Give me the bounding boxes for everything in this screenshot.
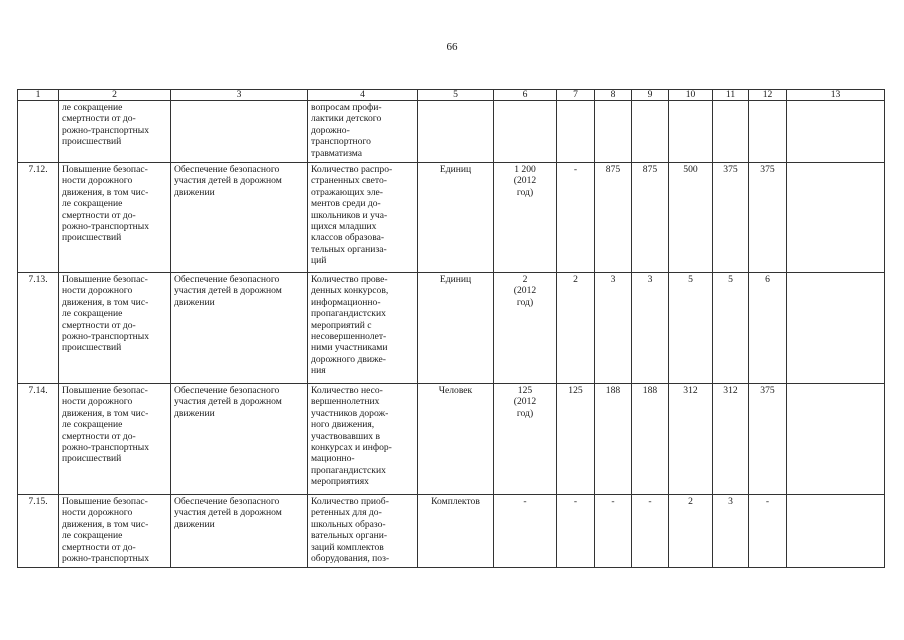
indicator-text-line: вершеннолетних [311,396,380,408]
task-text-line: движении [174,518,215,530]
header-row [18,90,885,101]
header-cell: 3 [171,90,308,101]
unit-cell [418,495,494,568]
goal-cell [59,384,171,495]
value-cell-c12 [749,384,787,495]
header-cell: 6 [494,90,557,101]
unit-cell [418,273,494,384]
value-cell-c11 [713,495,749,568]
goal-text-line: рожно-транспортных [62,553,150,565]
goal-text-line: ле сокращение [62,308,123,320]
indicator-cell [308,273,418,384]
value-cell-c11 [713,273,749,384]
goal-text-line: ности дорожного [62,507,133,519]
indicator-text-line: классов образова- [311,232,385,244]
indicator-text-line: школьных образо- [311,518,386,530]
value-text: 2 [688,496,693,507]
header-cell: 9 [632,90,669,101]
goal-text-line: ле сокращение [62,530,123,542]
baseline-cell [494,273,557,384]
value-cell-c11 [713,163,749,273]
baseline-text-line: 1 200 [514,164,536,175]
task-text-line: Обеспечение безопасного [174,164,280,175]
goal-text-line: ле сокращение [62,419,123,431]
row-number-cell [18,101,59,163]
goal-text-line: происшествий [62,232,122,244]
value-cell-c9 [632,273,669,384]
goal-text-line: происшествий [62,342,122,354]
value-text: 125 [568,385,583,396]
goal-text-line: ности дорожного [62,175,133,187]
value-text: 2 [573,274,578,285]
task-cell [171,101,308,163]
value-text: 375 [723,164,738,175]
goal-text-line: ле сокращение [62,102,123,113]
goal-text-line: смертности от до- [62,541,136,553]
indicator-text-line: мероприятиях [311,476,369,488]
value-cell-c8 [595,163,632,273]
header-cell: 1 [18,90,59,101]
value-cell-c7 [557,384,595,495]
task-text-line: движении [174,296,215,308]
value-cell-c12 [749,495,787,568]
indicator-cell [308,384,418,495]
unit-cell [418,384,494,495]
value-cell-c10 [669,495,713,568]
value-cell-c9 [632,163,669,273]
value-cell-c10 [669,163,713,273]
goal-text-line: рожно-транспортных [62,124,150,136]
baseline-text-line: (2012 [513,175,537,187]
goal-text-line: смертности от до- [62,319,136,331]
value-cell-c10 [669,384,713,495]
table-row [18,495,885,568]
goal-text-line: смертности от до- [62,113,136,125]
task-text-line: Обеспечение безопасного [174,496,280,507]
indicator-text-line: участников дорож- [311,407,389,419]
indicator-text-line: пропагандистских [311,464,386,476]
indicator-text-line: вопросам профи- [311,102,382,113]
goal-text-line: движения, в том чис- [62,407,149,419]
goal-text-line: смертности от до- [62,430,136,442]
page-number: 66 [446,41,458,53]
indicator-text-line: дорожного движе- [311,353,386,365]
indicator-text-line: ретенных для до- [311,507,382,519]
goal-text-line: рожно-транспортных [62,221,150,233]
value-text: 312 [683,385,698,396]
task-text-line: Обеспечение безопасного [174,274,280,285]
indicator-text-line: ния [311,365,326,377]
goal-text-line: ности дорожного [62,285,133,297]
indicator-text-line: вательных органи- [311,530,388,542]
value-cell-c8 [595,495,632,568]
goal-text-line: Повышение безопас- [62,164,148,175]
value-cell-c11 [713,101,749,163]
goal-text-line: Повышение безопас- [62,385,148,396]
value-cell-c7 [557,163,595,273]
header-cell: 5 [418,90,494,101]
unit-text: Единиц [439,274,472,285]
header-cell: 13 [787,90,885,101]
unit-cell [418,163,494,273]
value-text: 5 [728,274,733,285]
task-text-line: участия детей в дорожном [174,175,282,187]
task-cell [171,273,308,384]
unit-text: Комплектов [431,496,480,507]
indicator-text-line: травматизма [311,147,362,159]
baseline-text-line: - [523,496,527,507]
value-cell-c13 [787,101,885,163]
header-cell: 8 [595,90,632,101]
value-text: 3 [647,274,653,285]
baseline-text-line: год) [516,186,534,198]
goal-text-line: Повышение безопас- [62,496,148,507]
value-text: - [765,496,770,507]
value-text: 3 [728,496,733,507]
indicator-text-line: транспортного [311,136,371,148]
value-text: 875 [605,164,621,175]
value-cell-c12 [749,273,787,384]
value-text: - [573,496,578,507]
value-text: 875 [642,164,658,175]
header-cell: 4 [308,90,418,101]
goal-cell [59,163,171,273]
value-cell-c8 [595,273,632,384]
indicator-text-line: тельных организа- [311,243,387,255]
task-text-line: участия детей в дорожном [174,285,282,297]
row-number-cell [18,384,59,495]
value-cell-c10 [669,101,713,163]
value-text: 375 [760,164,775,175]
indicator-text-line: мационно- [311,453,355,465]
baseline-cell [494,101,557,163]
indicator-text-line: Количество приоб- [311,496,389,507]
unit-cell [418,101,494,163]
task-cell [171,163,308,273]
baseline-cell [494,163,557,273]
goal-cell [59,273,171,384]
indicator-text-line: ного движения, [311,419,375,431]
baseline-text-line: год) [516,407,534,419]
indicator-text-line: информационно- [311,296,381,308]
baseline-cell [494,495,557,568]
indicator-text-line: конкурсах и инфор- [311,442,392,454]
goal-text-line: происшествий [62,453,122,465]
task-text-line: участия детей в дорожном [174,396,282,408]
task-text-line: движении [174,186,215,198]
table-row [18,163,885,273]
indicator-cell [308,495,418,568]
value-text: 500 [683,164,698,175]
value-text: - [573,164,578,175]
indicator-text-line: дорожно- [311,124,350,136]
indicator-text-line: заций комплектов [311,541,384,553]
goal-text-line: Повышение безопас- [62,274,148,285]
header-cell: 11 [713,90,749,101]
indicator-text-line: несовершеннолет- [311,331,387,343]
baseline-text-line: (2012 [513,285,537,297]
value-cell-c12 [749,163,787,273]
indicator-text-line: Количество распро- [311,164,393,175]
row-number: 7.13. [28,274,48,285]
goal-text-line: движения, в том чис- [62,186,149,198]
value-text: 3 [610,274,616,285]
indicator-text-line: ментов среди до- [311,198,381,210]
goal-cell [59,101,171,163]
goal-text-line: ле сокращение [62,198,123,210]
indicator-text-line: пропагандистских [311,308,386,320]
indicator-text-line: щихся младших [311,221,377,233]
row-number-cell [18,163,59,273]
value-text: - [648,496,652,507]
goal-text-line: движения, в том чис- [62,518,149,530]
indicator-text-line: страненных свето- [311,175,387,187]
goal-text-line: рожно-транспортных [62,442,150,454]
row-number-cell [18,495,59,568]
indicator-text-line: денных конкурсов, [311,285,389,297]
value-cell-c13 [787,495,885,568]
indicator-text-line: оборудования, поз- [311,553,390,565]
indicator-text-line: участвовавших в [311,430,381,442]
program-indicators-table [17,89,885,568]
baseline-text-line: год) [516,296,534,308]
value-cell-c9 [632,384,669,495]
value-cell-c8 [595,101,632,163]
value-cell-c8 [595,384,632,495]
table-row [18,273,885,384]
row-number: 7.14. [28,385,48,396]
baseline-text-line: 2 [522,274,528,285]
value-cell-c13 [787,273,885,384]
value-text: 375 [760,385,775,396]
goal-text-line: ности дорожного [62,396,133,408]
indicator-text-line: ними участниками [311,342,388,354]
value-cell-c9 [632,495,669,568]
value-text: 312 [723,385,738,396]
value-cell-c7 [557,101,595,163]
task-cell [171,495,308,568]
baseline-cell [494,384,557,495]
value-text: - [611,496,615,507]
value-cell-c7 [557,495,595,568]
baseline-text-line: 125 [517,385,533,396]
indicator-text-line: мероприятий с [311,319,372,331]
value-text: 188 [642,385,658,396]
header-cell: 7 [557,90,595,101]
goal-text-line: движения, в том чис- [62,296,149,308]
goal-text-line: происшествий [62,136,122,148]
indicator-text-line: отражающих эле- [311,186,383,198]
unit-text: Человек [438,385,473,396]
value-text: 188 [605,385,621,396]
table-row [18,101,885,163]
indicator-text-line: ций [311,255,327,267]
task-text-line: Обеспечение безопасного [174,385,280,396]
row-number: 7.15. [28,496,48,507]
row-number: 7.12. [28,164,48,175]
indicator-text-line: Количество прове- [311,274,388,285]
indicator-cell [308,163,418,273]
value-cell-c10 [669,273,713,384]
goal-text-line: рожно-транспортных [62,331,150,343]
value-text: 6 [765,274,770,285]
goal-text-line: смертности от до- [62,209,136,221]
baseline-text-line: (2012 [513,396,537,408]
value-cell-c13 [787,163,885,273]
value-cell-c11 [713,384,749,495]
value-text: 5 [688,274,693,285]
task-text-line: участия детей в дорожном [174,507,282,519]
header-cell: 12 [749,90,787,101]
task-cell [171,384,308,495]
value-cell-c12 [749,101,787,163]
indicator-text-line: лактики детского [311,113,382,125]
unit-text: Единиц [439,164,472,175]
indicator-text-line: школьников и уча- [311,209,388,221]
task-text-line: движении [174,407,215,419]
value-cell-c7 [557,273,595,384]
row-number-cell [18,273,59,384]
goal-cell [59,495,171,568]
header-cell: 10 [669,90,713,101]
value-cell-c13 [787,384,885,495]
header-cell: 2 [59,90,171,101]
value-cell-c9 [632,101,669,163]
indicator-text-line: Количество несо- [311,385,383,396]
indicator-cell [308,101,418,163]
table-row [18,384,885,495]
